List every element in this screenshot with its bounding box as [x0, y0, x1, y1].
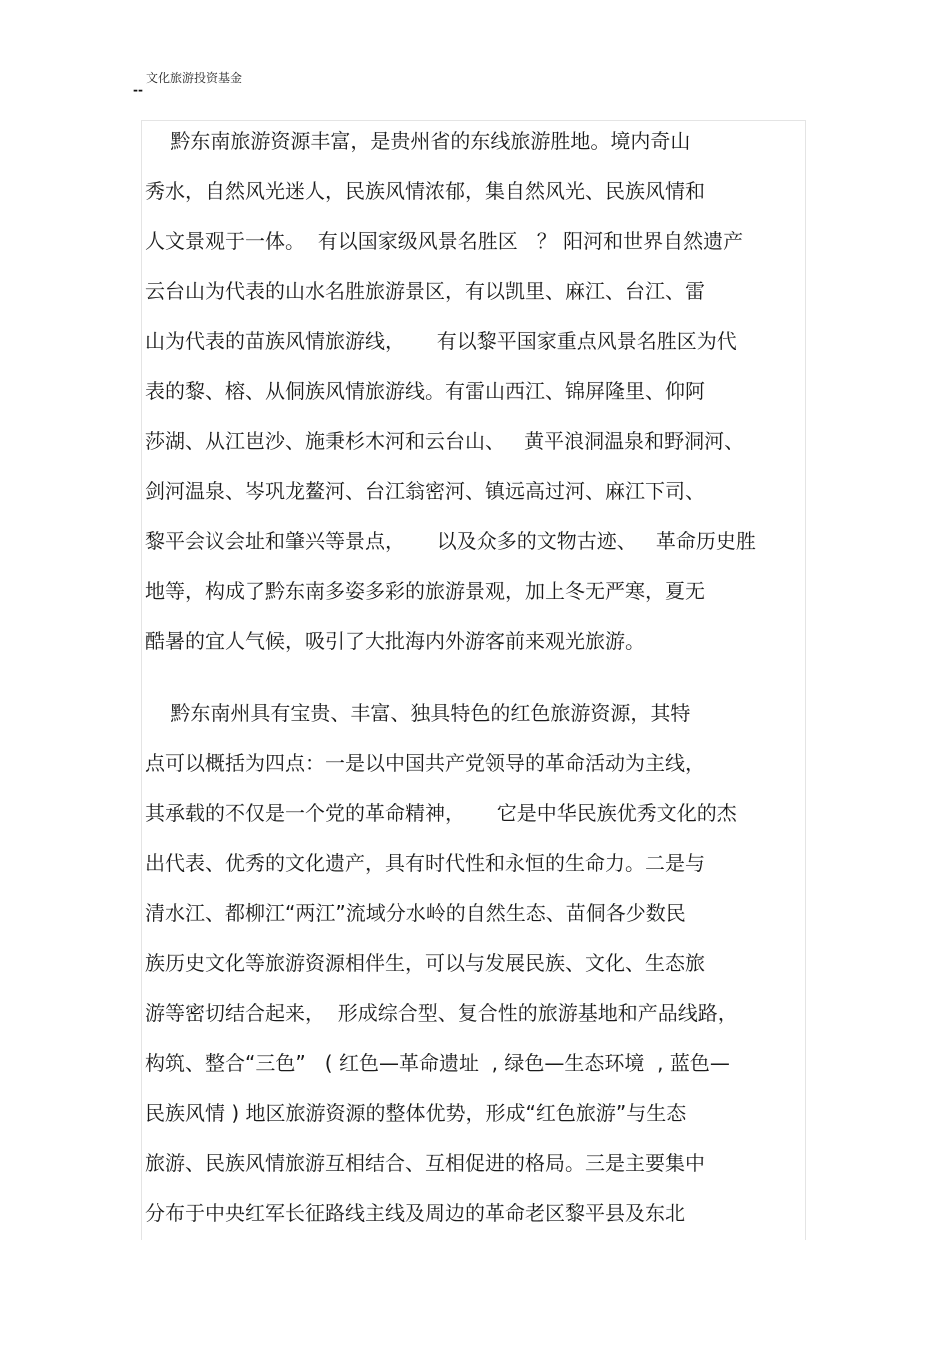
body-text-line: 其承载的不仅是一个党的革命精神， 它是中华民族优秀文化的杰: [145, 801, 737, 825]
body-text-line: 云台山为代表的山水名胜旅游景区，有以凯里、麻江、台江、雷: [145, 279, 705, 303]
body-text-line: 族历史文化等旅游资源相伴生，可以与发展民族、文化、生态旅: [145, 951, 705, 975]
body-text-line: 清水江、都柳江“两江”流域分水岭的自然生态、苗侗各少数民: [145, 901, 686, 925]
body-text-line: 民族风情 ) 地区旅游资源的整体优势，形成“红色旅游”与生态: [145, 1101, 687, 1125]
document-header-title: 文化旅游投资基金: [146, 71, 243, 85]
body-text-line: 黎平会议会址和肇兴等景点， 以及众多的文物古迹、 革命历史胜: [145, 529, 756, 553]
body-text-line: 出代表、优秀的文化遗产，具有时代性和永恒的生命力。二是与: [145, 851, 705, 875]
body-text-line: 旅游、民族风情旅游互相结合、互相促进的格局。三是主要集中: [145, 1151, 705, 1175]
body-text-line: 酷暑的宜人气候，吸引了大批海内外游客前来观光旅游。: [145, 629, 645, 653]
body-text-line: 构筑、整合“三色” ( 红色—革命遗址 , 绿色—生态环境 , 蓝色—: [145, 1051, 730, 1075]
body-text-line: 表的黎、榕、从侗族风情旅游线。有雷山西江、锦屏隆里、仰阿: [145, 379, 705, 403]
body-text-line: 莎湖、从江岜沙、施秉杉木河和云台山、 黄平浪洞温泉和野洞河、: [145, 429, 745, 453]
body-text-line: 地等，构成了黔东南多姿多彩的旅游景观，加上冬无严寒，夏无: [145, 579, 705, 603]
body-text-line: 剑河温泉、岑巩龙鳌河、台江翁密河、镇远高过河、麻江下司、: [145, 479, 705, 503]
body-text-line: 黔东南州具有宝贵、丰富、独具特色的红色旅游资源，其特: [145, 701, 691, 725]
header-mark: --: [133, 83, 143, 97]
body-text-line: 分布于中央红军长征路线主线及周边的革命老区黎平县及东北: [145, 1201, 685, 1225]
body-text-line: 游等密切结合起来， 形成综合型、复合性的旅游基地和产品线路，: [145, 1001, 738, 1025]
body-text-line: 秀水，自然风光迷人，民族风情浓郁，集自然风光、民族风情和: [145, 179, 705, 203]
body-text-line: 黔东南旅游资源丰富，是贵州省的东线旅游胜地。境内奇山: [145, 129, 691, 153]
body-text-line: 山为代表的苗族风情旅游线， 有以黎平国家重点风景名胜区为代: [145, 329, 737, 353]
body-text-line: 人文景观于一体。 有以国家级风景名胜区 ？ 阳河和世界自然遗产: [145, 229, 744, 253]
body-text-line: 点可以概括为四点：一是以中国共产党领导的革命活动为主线，: [145, 751, 705, 775]
